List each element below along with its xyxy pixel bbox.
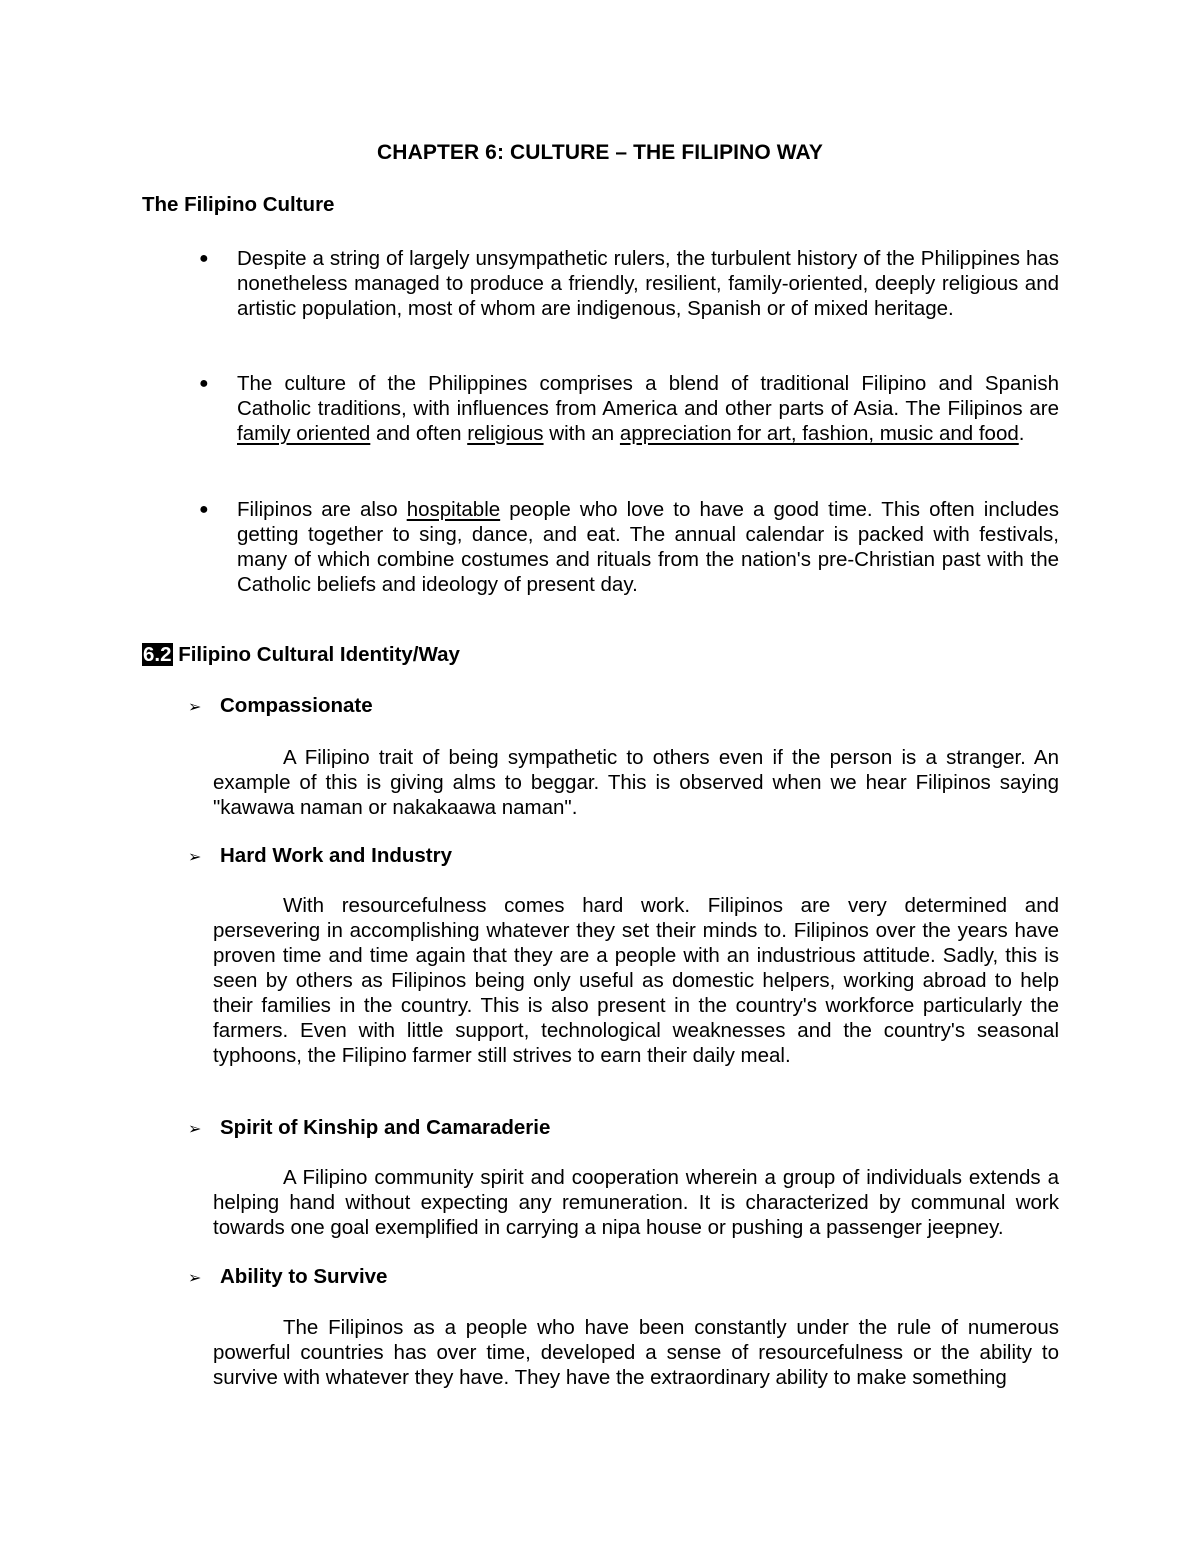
bullet-dot-icon: ● — [199, 375, 209, 392]
bullet-dot-icon: ● — [199, 250, 209, 267]
bullet-text: . — [1018, 422, 1025, 445]
trait-paragraph: A Filipino trait of being sympathetic to others even if the person is a stranger. An example of this is giving alms to beggar. This is observed when we hear Filipinos saying "kawawa naman or nakakaawa naman". — [213, 746, 1059, 819]
bullet-text: with an — [543, 422, 620, 445]
underlined-phrase: appreciation for art, fashion, music and food — [619, 422, 1019, 445]
trait-heading — [188, 693, 373, 720]
section-number-badge: 6.2 — [143, 643, 172, 666]
arrow-bullet-icon: ➢ — [188, 1121, 202, 1138]
trait-heading — [188, 1115, 550, 1142]
trait-name: Spirit of Kinship and Camaraderie — [220, 1116, 551, 1139]
bullet-text: The culture of the Philippines comprises a blend of traditional Filipino and Spanish Catholic traditions, with influences from America and other parts of Asia. The Filipinos are — [237, 372, 1059, 420]
trait-paragraph: With resourcefulness comes hard work. Filipinos are very determined and persevering in accomplishing whatever they set their minds to. Filipinos over the years have proven time and time again that they are a people with an industrious attitude. Sadly, this is seen by others as Filipinos being only useful as domestic helpers, working abroad to help their families in the country. This is also present in the country's workforce particularly the farmers. Even with little support, technological weaknesses and the country's seasonal typhoons, the Filipino farmer still strives to earn their daily meal. — [213, 894, 1059, 1067]
trait-heading — [188, 843, 452, 870]
bullet-paragraph — [237, 371, 1059, 446]
bullet-paragraph — [237, 246, 1059, 321]
trait-name: Ability to Survive — [220, 1265, 388, 1288]
arrow-bullet-icon: ➢ — [188, 849, 202, 866]
bullet-text: people who love to have a good time. This often includes getting together to sing, dance, and eat. The annual calendar is packed with festivals, many of which combine costumes and rituals from the nation's pre-Christian past with the Catholic beliefs and ideology of present day. — [237, 498, 1059, 596]
trait-name: Compassionate — [220, 694, 373, 717]
trait-heading — [188, 1264, 387, 1291]
bullet-paragraph — [237, 497, 1059, 597]
underlined-phrase: hospitable — [406, 498, 501, 521]
page-title: CHAPTER 6: CULTURE – THE FILIPINO WAY — [377, 141, 823, 164]
arrow-bullet-icon: ➢ — [188, 1270, 202, 1287]
trait-paragraph: A Filipino community spirit and cooperation wherein a group of individuals extends a helping hand without expecting any remuneration. It is characterized by communal work towards one goal exemplified in carrying a nipa house or pushing a passenger jeepney. — [213, 1166, 1059, 1239]
subsection-title: Filipino Cultural Identity/Way — [178, 643, 460, 666]
subsection-heading — [142, 643, 460, 667]
bullet-dot-icon: ● — [199, 501, 209, 518]
trait-paragraph: The Filipinos as a people who have been constantly under the rule of numerous powerful countries has over time, developed a sense of resourcefulness or the ability to survive with whatever they have. They have the extraordinary ability to make something — [213, 1316, 1059, 1389]
underlined-phrase: religious — [467, 422, 544, 445]
underlined-phrase: family oriented — [237, 422, 371, 445]
section-heading: The Filipino Culture — [142, 193, 335, 216]
bullet-text: and often — [370, 422, 468, 445]
trait-name: Hard Work and Industry — [220, 844, 452, 867]
bullet-text: Filipinos are also — [237, 498, 407, 521]
arrow-bullet-icon: ➢ — [188, 699, 202, 716]
bullet-text: Despite a string of largely unsympathetic rulers, the turbulent history of the Philippines has nonetheless managed to produce a friendly, resilient, family-oriented, deeply religious and artistic population, most of whom are indigenous, Spanish or of mixed heritage. — [237, 247, 1059, 320]
